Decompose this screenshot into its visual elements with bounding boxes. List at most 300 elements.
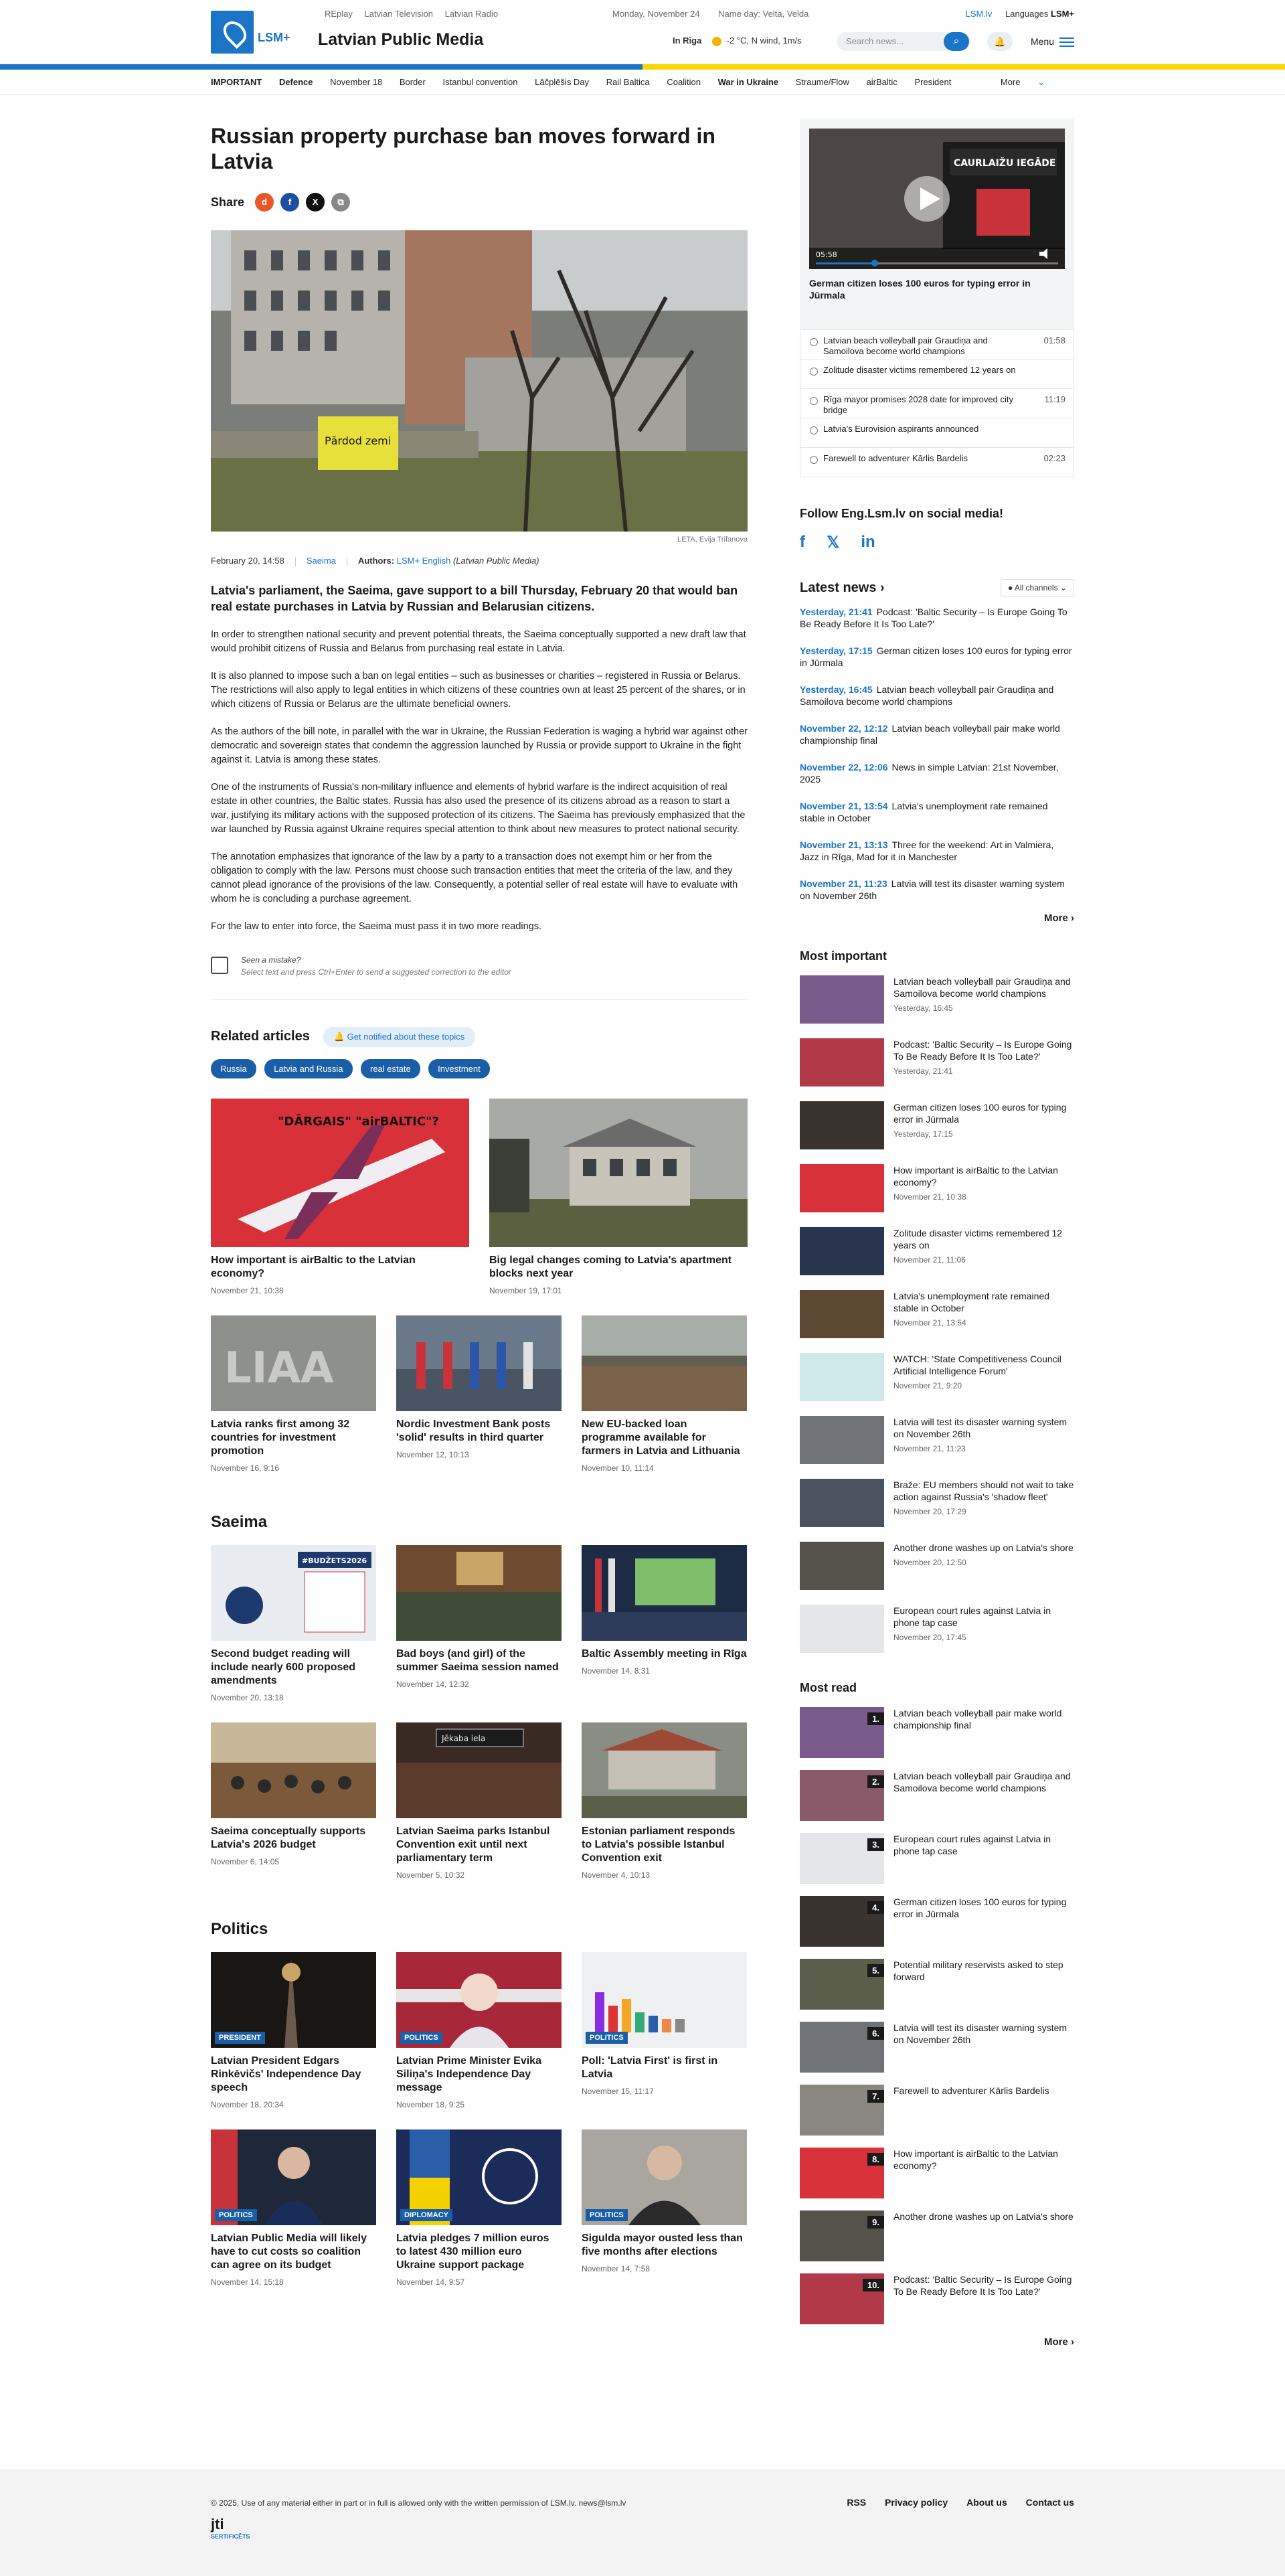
item-title: How important is airBaltic to the Latvian economy? xyxy=(893,1165,1058,1188)
bell-icon: 🔔 xyxy=(994,36,1006,47)
playlist-duration: 02:23 xyxy=(1043,453,1065,463)
most-read-item[interactable] xyxy=(800,1896,1074,1947)
playlist-title: Zolitude disaster victims remembered 12 years on xyxy=(823,365,1016,375)
card-image xyxy=(396,2129,562,2225)
menu-button[interactable] xyxy=(1031,36,1074,47)
channel-filter-value: All channels xyxy=(1014,583,1058,592)
item-title: European court rules against Latvia in phone tap case xyxy=(893,1834,1051,1856)
politics-cards xyxy=(211,2129,748,2287)
latest-news-item[interactable] xyxy=(800,878,1074,902)
top-links xyxy=(325,9,507,19)
item-thumbnail xyxy=(800,2210,884,2261)
linkedin-icon[interactable]: in xyxy=(861,533,875,551)
latest-news-list xyxy=(800,606,1074,902)
article-column xyxy=(211,95,748,2287)
card-title[interactable]: Big legal changes coming to Latvia's apartment blocks next year xyxy=(489,1254,732,1279)
card-date: November 19, 17:01 xyxy=(489,1285,562,1295)
weather-city: In Rīga xyxy=(673,35,702,46)
article-card[interactable] xyxy=(211,1952,376,2109)
article-card[interactable] xyxy=(211,2129,376,2287)
card-image xyxy=(396,1315,562,1411)
item-thumbnail xyxy=(800,1959,884,2010)
rank-number: 7. xyxy=(867,2090,884,2103)
article-card[interactable] xyxy=(582,1952,747,2109)
card-title[interactable]: Latvian Public Media will likely have to cut costs so coalition can agree on its budget xyxy=(211,2232,367,2271)
item-thumbnail xyxy=(800,975,884,1024)
article-card[interactable] xyxy=(582,1545,747,1702)
sun-icon xyxy=(712,37,721,46)
latest-news-item[interactable] xyxy=(800,683,1074,708)
card-image xyxy=(489,1099,748,1247)
rank-number: 5. xyxy=(867,1964,884,1977)
nav-war-in-ukraine[interactable]: War in Ukraine xyxy=(717,77,779,87)
most-important-item[interactable] xyxy=(800,1038,1074,1089)
news-title: Latvian beach volleyball pair Graudiņa and Samoilova become world champions xyxy=(800,684,1054,707)
rank-number: 4. xyxy=(867,1901,884,1914)
item-title: Latvian beach volleyball pair make world championship final xyxy=(893,1708,1062,1730)
most-important-item[interactable] xyxy=(800,1164,1074,1215)
news-time: Yesterday, 16:45 xyxy=(800,684,873,695)
card-image xyxy=(211,1315,376,1411)
lsm-logo[interactable] xyxy=(211,11,254,54)
card-title[interactable]: Latvian Saeima parks Istanbul Convention exit until next parliamentary term xyxy=(396,1825,550,1864)
notify-topics-button[interactable] xyxy=(323,1027,475,1047)
tag-investment[interactable]: Investment xyxy=(428,1059,490,1078)
share-label: Share xyxy=(211,195,245,209)
svg-text:Jēkaba iela: Jēkaba iela xyxy=(442,1733,486,1743)
article-card[interactable] xyxy=(582,2129,747,2287)
facebook-share-icon[interactable]: f xyxy=(280,193,299,212)
most-important-item[interactable] xyxy=(800,1605,1074,1656)
rss-link[interactable]: RSS xyxy=(847,2497,867,2508)
most-read-item[interactable] xyxy=(800,1833,1074,1884)
article-card[interactable] xyxy=(396,1722,562,1880)
card-title[interactable]: Estonian parliament responds to Latvia's possible Istanbul Convention exit xyxy=(582,1825,736,1864)
item-title: Latvia's unemployment rate remained stable in October xyxy=(893,1291,1050,1313)
item-thumbnail xyxy=(800,1290,884,1338)
category-badge: DIPLOMACY xyxy=(400,2209,452,2221)
related-small-cards xyxy=(211,1315,748,1473)
article-paragraph: The annotation emphasizes that ignorance of the law by a party to a transaction does not exempt him or her from the obligation to comply with the law. Persons must choose such transaction entities that meet the criteria of the law, and they cannot plead ignorance of the provisions of the law. Consequently, a potential seller of real estate will have to evaluate with whom he is concluding a purchase agreement. xyxy=(211,851,738,904)
nav-more-button[interactable] xyxy=(1001,70,1059,95)
rank-number: 3. xyxy=(867,1838,884,1851)
playlist-title: Latvian beach volleyball pair Graudiņa and Samoilova become world champions xyxy=(823,335,988,356)
item-thumbnail xyxy=(800,1542,884,1590)
item-date: November 20, 17:29 xyxy=(893,1507,966,1516)
article-card[interactable] xyxy=(489,1099,748,1295)
weather-value: -2 °C, N wind, 1m/s xyxy=(726,35,802,46)
item-thumbnail xyxy=(800,2085,884,2136)
item-title: Another drone washes up on Latvia's shore xyxy=(893,1542,1074,1553)
most-important-item[interactable] xyxy=(800,1416,1074,1467)
card-title[interactable]: Saeima conceptually supports Latvia's 2026 budget xyxy=(211,1825,366,1850)
latest-news-heading[interactable]: Latest news › xyxy=(800,580,885,595)
item-thumbnail xyxy=(800,1833,884,1884)
item-date: Yesterday, 21:41 xyxy=(893,1066,953,1076)
article-card[interactable] xyxy=(396,2129,562,2287)
article-card[interactable] xyxy=(582,1722,747,1880)
search-input[interactable]: Search news... xyxy=(837,32,970,51)
category-badge: POLITICS xyxy=(215,2209,257,2221)
svg-text:"DĀRGAIS" "airBALTIC"?: "DĀRGAIS" "airBALTIC"? xyxy=(278,1114,439,1129)
most-read-more-button[interactable]: More › xyxy=(1043,2336,1074,2348)
mistake-hint: Select text and press Ctrl+Enter to send a suggested correction to the editor xyxy=(241,967,511,977)
card-title[interactable]: Latvia ranks first among 32 countries for investment promotion xyxy=(211,1418,350,1457)
card-image xyxy=(582,2129,747,2225)
notifications-button[interactable] xyxy=(987,32,1013,51)
draugiem-share-icon[interactable]: d xyxy=(255,193,274,212)
most-read-item[interactable] xyxy=(800,2022,1074,2073)
video-player-box xyxy=(800,119,1074,329)
news-time: November 22, 12:12 xyxy=(800,723,888,734)
card-title[interactable]: Second budget reading will include nearly 600 proposed amendments xyxy=(211,1647,356,1686)
item-thumbnail xyxy=(800,2273,884,2324)
playlist-title: Farewell to adventurer Kārlis Bardelis xyxy=(823,453,968,463)
nav-november-18[interactable]: November 18 xyxy=(330,77,383,87)
svg-text:05:58: 05:58 xyxy=(816,250,837,259)
card-image xyxy=(582,1952,747,2048)
most-read-list xyxy=(800,1707,1074,2324)
apartment-photo xyxy=(489,1099,748,1247)
playlist-item[interactable] xyxy=(800,359,1074,388)
languages-link[interactable]: Languages xyxy=(1005,9,1049,19)
jti-certified-logo[interactable]: jti SERTIFICĒTS xyxy=(211,2516,250,2540)
item-thumbnail xyxy=(800,2022,884,2073)
card-date: November 12, 10:13 xyxy=(396,1449,469,1459)
category-badge: POLITICS xyxy=(400,2032,442,2044)
weather xyxy=(673,35,802,46)
playlist-title: Rīga mayor promises 2028 date for improved city bridge xyxy=(823,394,1013,415)
card-image xyxy=(211,1099,469,1247)
chevron-down-icon: ⌄ xyxy=(1037,77,1045,87)
card-date: November 20, 13:18 xyxy=(211,1692,284,1702)
rank-number: 9. xyxy=(867,2216,884,2229)
main-content xyxy=(211,95,1074,2465)
article-card[interactable] xyxy=(211,1315,376,1473)
privacy-policy-link[interactable]: Privacy policy xyxy=(885,2497,948,2508)
card-date: November 14, 15:18 xyxy=(211,2277,284,2287)
item-thumbnail xyxy=(800,1416,884,1464)
playlist-title: Latvia's Eurovision aspirants announced xyxy=(823,424,979,434)
item-title: German citizen loses 100 euros for typing error in Jūrmala xyxy=(893,1897,1067,1919)
video-playlist xyxy=(800,329,1074,477)
card-title[interactable]: Baltic Assembly meeting in Rīga xyxy=(582,1647,747,1660)
card-title[interactable]: Bad boys (and girl) of the summer Saeima session named xyxy=(396,1647,559,1673)
item-title: Latvian beach volleyball pair Graudiņa and Samoilova become world champions xyxy=(893,976,1071,999)
item-thumbnail xyxy=(800,2148,884,2198)
card-date: November 15, 11:17 xyxy=(582,2086,654,2096)
card-date: November 10, 11:14 xyxy=(582,1463,654,1473)
card-image xyxy=(211,1545,376,1641)
politics-cards xyxy=(211,1952,748,2109)
card-date: November 18, 20:34 xyxy=(211,2099,284,2109)
notify-label: Get notified about these topics xyxy=(347,1031,465,1042)
share-bar xyxy=(211,193,748,212)
rank-number: 6. xyxy=(867,2027,884,2040)
article-lead: Latvia's parliament, the Saeima, gave support to a bill Thursday, February 20 that would ban real estate purchases in Latvia by Russian and Belarusian citizens. xyxy=(211,583,738,613)
playlist-item[interactable] xyxy=(800,388,1074,418)
playlist-item[interactable] xyxy=(800,329,1074,359)
playlist-duration: 11:19 xyxy=(1044,394,1065,404)
link-replay[interactable]: REplay xyxy=(325,9,353,19)
item-title: Farewell to adventurer Kārlis Bardelis xyxy=(893,2085,1049,2096)
article-card[interactable] xyxy=(396,1315,562,1473)
most-important-list xyxy=(800,975,1074,1656)
item-title: Latvia will test its disaster warning system on November 26th xyxy=(893,2022,1067,2045)
category-badge: POLITICS xyxy=(586,2032,628,2044)
news-time: November 22, 12:06 xyxy=(800,762,888,773)
saeima-cards xyxy=(211,1545,748,1702)
news-time: November 21, 13:54 xyxy=(800,801,888,811)
most-read-item[interactable] xyxy=(800,1770,1074,1821)
svg-text:#BUDŽETS2026: #BUDŽETS2026 xyxy=(302,1556,367,1565)
article-paragraph: One of the instruments of Russia's non-military influence and elements of hybrid warfare is the indirect acquisition of real estate in other countries, the Baltic states. Russia has also used the presence of its citizens abroad as a reason to start a war, justifying its military actions with the supposed protection of its citizens. The Saeima has previously emphasized that the war launched by Russia against Ukraine requires special attention to think about new measures to protect national security. xyxy=(211,781,746,835)
news-title: Latvian beach volleyball pair make world championship final xyxy=(800,723,1060,746)
saeima-heading[interactable]: Saeima xyxy=(211,1512,268,1531)
category-badge: POLITICS xyxy=(586,2209,628,2221)
news-title: German citizen loses 100 euros for typing error in Jūrmala xyxy=(800,645,1072,668)
saeima-cards xyxy=(211,1722,748,1880)
card-title[interactable]: Nordic Investment Bank posts 'solid' results in third quarter xyxy=(396,1418,551,1443)
item-thumbnail xyxy=(800,1770,884,1821)
latest-more-button[interactable]: More › xyxy=(1043,912,1074,924)
card-title[interactable]: Sigulda mayor ousted less than five months after elections xyxy=(582,2232,743,2257)
most-important-item[interactable] xyxy=(800,1290,1074,1341)
card-image xyxy=(211,1722,376,1818)
item-title: Another drone washes up on Latvia's shore xyxy=(893,2211,1074,2222)
most-read-heading: Most read xyxy=(800,1681,857,1694)
latest-news-item[interactable] xyxy=(800,839,1074,863)
contact-us-link[interactable]: Contact us xyxy=(1025,2497,1074,2508)
most-important-item[interactable] xyxy=(800,1101,1074,1152)
svg-text:LIAA: LIAA xyxy=(224,1343,334,1393)
social-links xyxy=(800,533,1074,552)
most-important-item[interactable] xyxy=(800,1479,1074,1530)
about-us-link[interactable]: About us xyxy=(966,2497,1007,2508)
latest-news-item[interactable] xyxy=(800,722,1074,746)
item-thumbnail xyxy=(800,1227,884,1275)
card-image xyxy=(582,1545,747,1641)
article-meta xyxy=(211,556,748,566)
related-header xyxy=(211,1027,748,1047)
nav-lacplesis-day[interactable]: Lāčplēšis Day xyxy=(535,77,590,87)
edit-icon xyxy=(211,957,228,974)
card-image xyxy=(396,1545,562,1641)
bell-icon: 🔔 xyxy=(333,1031,345,1042)
card-title[interactable]: Poll: 'Latvia First' is first in Latvia xyxy=(582,2055,718,2080)
item-title: Latvia will test its disaster warning system on November 26th xyxy=(893,1417,1067,1439)
article-card[interactable] xyxy=(211,1545,376,1702)
article-category-link[interactable]: Saeima xyxy=(306,556,336,566)
link-latvian-television[interactable]: Latvian Television xyxy=(364,9,433,19)
video-title[interactable]: German citizen loses 100 euros for typing error in Jūrmala xyxy=(809,278,1031,301)
item-title: German citizen loses 100 euros for typing error in Jūrmala xyxy=(893,1102,1067,1125)
video-frame xyxy=(809,129,1065,269)
card-title[interactable]: Latvian Prime Minister Evika Siliņa's Independence Day message xyxy=(396,2055,541,2093)
most-read-item[interactable] xyxy=(800,2085,1074,2136)
copy-link-icon[interactable]: ⧉ xyxy=(331,193,350,212)
rank-number: 1. xyxy=(867,1712,884,1725)
right-links xyxy=(955,9,1074,19)
item-title: European court rules against Latvia in phone tap case xyxy=(893,1605,1051,1628)
most-important-item[interactable] xyxy=(800,1542,1074,1593)
article-card[interactable] xyxy=(211,1722,376,1880)
article-card[interactable] xyxy=(211,1099,469,1295)
nav-straume-flow[interactable]: Straume/Flow xyxy=(795,77,849,87)
article-card[interactable] xyxy=(582,1315,747,1473)
latest-news-item[interactable] xyxy=(800,645,1074,669)
latest-news-item[interactable] xyxy=(800,800,1074,824)
item-date: November 21, 11:06 xyxy=(893,1255,966,1265)
x-share-icon[interactable]: X xyxy=(306,193,325,212)
card-date: November 14, 8:31 xyxy=(582,1666,651,1676)
channel-filter-dropdown[interactable]: ● All channels ⌄ xyxy=(1001,579,1074,596)
news-title: Latvia will test its disaster warning system on November 26th xyxy=(800,878,1065,901)
news-time: November 21, 11:23 xyxy=(800,878,887,889)
latest-news-header xyxy=(800,579,1074,596)
article-date: February 20, 14:58 xyxy=(211,556,284,566)
card-date: November 5, 10:32 xyxy=(396,1870,465,1880)
card-title[interactable]: Latvia pledges 7 million euros to latest 430 million euro Ukraine support package xyxy=(396,2232,549,2271)
item-date: November 20, 12:50 xyxy=(893,1558,966,1567)
card-image xyxy=(396,1952,562,2048)
brand-name[interactable]: LSM+ xyxy=(258,31,290,44)
most-important-item[interactable] xyxy=(800,1227,1074,1278)
item-date: Yesterday, 16:45 xyxy=(893,1003,953,1013)
nav-president[interactable]: President xyxy=(914,77,952,87)
author-org: (Latvian Public Media) xyxy=(452,556,539,566)
color-stripe xyxy=(0,64,1285,70)
most-read-item[interactable] xyxy=(800,2273,1074,2324)
name-day: Name day: Velta, Velda xyxy=(718,9,809,19)
item-title: Podcast: 'Baltic Security – Is Europe Going To Be Ready Before It Is Too Late?' xyxy=(893,1039,1072,1062)
article-card[interactable] xyxy=(396,1952,562,2109)
category-badge: PRESIDENT xyxy=(215,2032,265,2044)
item-title: How important is airBaltic to the Latvian economy? xyxy=(893,2148,1058,2171)
item-title: Podcast: 'Baltic Security – Is Europe Going To Be Ready Before It Is Too Late?' xyxy=(893,2274,1072,2297)
card-date: November 4, 10:13 xyxy=(582,1870,651,1880)
item-date: Yesterday, 17:15 xyxy=(893,1129,953,1139)
news-title: Three for the weekend: Art in Valmiera, Jazz in Rīga, Mad for it in Manchester xyxy=(800,839,1054,862)
link-latvian-radio[interactable]: Latvian Radio xyxy=(444,9,499,19)
current-date: Monday, November 24 xyxy=(612,9,700,19)
author-link[interactable]: LSM+ English xyxy=(396,556,451,566)
latest-news-item[interactable] xyxy=(800,606,1074,630)
news-title: Latvia's unemployment rate remained stable in October xyxy=(800,801,1048,823)
video-player[interactable] xyxy=(809,129,1065,269)
footer-links xyxy=(831,2497,1074,2508)
article-photo xyxy=(211,230,748,532)
nav-coalition[interactable]: Coalition xyxy=(667,77,701,87)
card-date: November 6, 14:05 xyxy=(211,1856,280,1866)
item-thumbnail xyxy=(800,1605,884,1653)
tag-real-estate[interactable]: real estate xyxy=(361,1059,420,1078)
item-thumbnail xyxy=(800,1479,884,1527)
news-title: Podcast: 'Baltic Security – Is Europe Going To Be Ready Before It Is Too Late?' xyxy=(800,607,1067,629)
most-read-item[interactable] xyxy=(800,1707,1074,1758)
news-title: News in simple Latvian: 21st November, 2025 xyxy=(800,762,1059,785)
item-thumbnail xyxy=(800,1101,884,1149)
politics-heading[interactable]: Politics xyxy=(211,1919,268,1938)
item-date: November 21, 10:38 xyxy=(893,1192,966,1202)
nav-border[interactable]: Border xyxy=(399,77,426,87)
tag-russia[interactable]: Russia xyxy=(211,1059,256,1078)
card-date: November 14, 12:32 xyxy=(396,1679,469,1689)
divider xyxy=(211,999,748,1000)
nav-airbaltic[interactable]: airBaltic xyxy=(866,77,897,87)
article-paragraph: As the authors of the bill note, in parallel with the war in Ukraine, the Russian Federation is waging a hybrid war against other democratic and sovereign states that condemn the aggression launched by Russia or provide support to Ukraine in the fight against it. Latvia is among these states. xyxy=(211,726,748,765)
svg-text:CAURLAIŽU IEGĀDE: CAURLAIŽU IEGĀDE xyxy=(954,158,1056,169)
topic-tags xyxy=(211,1059,748,1078)
hamburger-icon xyxy=(1059,37,1074,47)
date-info xyxy=(612,9,825,19)
item-date: November 21, 11:23 xyxy=(893,1444,966,1453)
rank-number: 8. xyxy=(867,2153,884,2166)
most-read-item[interactable] xyxy=(800,2210,1074,2261)
related-big-cards xyxy=(211,1099,748,1295)
nav-defence[interactable]: Defence xyxy=(278,77,313,87)
article-card[interactable] xyxy=(396,1545,562,1702)
playlist-item[interactable] xyxy=(800,418,1074,447)
article-title: Russian property purchase ban moves forward in Latvia xyxy=(211,124,715,173)
most-read-item[interactable] xyxy=(800,1959,1074,2010)
lsm-plus-link[interactable]: LSM+ xyxy=(1050,9,1074,19)
card-date: November 14, 7:58 xyxy=(582,2263,651,2273)
facebook-icon[interactable]: f xyxy=(800,533,805,551)
most-important-item[interactable] xyxy=(800,1353,1074,1404)
item-title: Zolitude disaster victims remembered 12 years on xyxy=(893,1228,1063,1251)
sign-text: Pārdod zemi xyxy=(325,434,392,447)
airbaltic-illustration xyxy=(211,1099,469,1247)
rank-number: 10. xyxy=(863,2279,884,2291)
nav-istanbul-convention[interactable]: Istanbul convention xyxy=(442,77,518,87)
news-time: November 21, 13:13 xyxy=(800,839,888,850)
search-button[interactable] xyxy=(944,32,969,51)
item-thumbnail xyxy=(800,1353,884,1401)
nav-more-label: More xyxy=(1000,77,1021,87)
authors-label: Authors: xyxy=(357,556,395,566)
item-thumbnail xyxy=(800,1038,884,1086)
item-thumbnail xyxy=(800,1896,884,1947)
link-lsm-lv[interactable]: LSM.lv xyxy=(965,9,993,19)
search-icon: ⌕ xyxy=(953,35,960,47)
card-image xyxy=(582,1315,747,1411)
article-paragraph: For the law to enter into force, the Saeima must pass it in two more readings. xyxy=(211,920,542,932)
card-image xyxy=(211,1952,376,2048)
tag-latvia-and-russia[interactable]: Latvia and Russia xyxy=(264,1059,352,1078)
latest-news-item[interactable] xyxy=(800,761,1074,785)
sidebar xyxy=(800,95,1074,2348)
card-title[interactable]: Latvian President Edgars Rinkēvičs' Independence Day speech xyxy=(211,2055,361,2093)
article-image xyxy=(211,230,748,532)
topic-nav xyxy=(0,70,1285,95)
card-title[interactable]: How important is airBaltic to the Latvian economy? xyxy=(211,1254,416,1279)
most-important-item[interactable] xyxy=(800,975,1074,1026)
rank-number: 2. xyxy=(867,1775,884,1788)
playlist-item[interactable] xyxy=(800,447,1074,477)
x-icon[interactable]: 𝕏 xyxy=(827,534,840,552)
nav-important: IMPORTANT xyxy=(211,77,262,87)
site-title[interactable]: Latvian Public Media xyxy=(318,30,484,49)
item-date: November 21, 9:20 xyxy=(893,1381,962,1390)
item-thumbnail xyxy=(800,1164,884,1212)
nav-rail-baltica[interactable]: Rail Baltica xyxy=(606,77,650,87)
card-date: November 14, 9:57 xyxy=(396,2277,465,2287)
card-date: November 18, 9:25 xyxy=(396,2099,465,2109)
card-title[interactable]: New EU-backed loan programme available for farmers in Latvia and Lithuania xyxy=(582,1418,740,1457)
news-time: Yesterday, 17:15 xyxy=(800,645,873,656)
most-read-item[interactable] xyxy=(800,2148,1074,2198)
